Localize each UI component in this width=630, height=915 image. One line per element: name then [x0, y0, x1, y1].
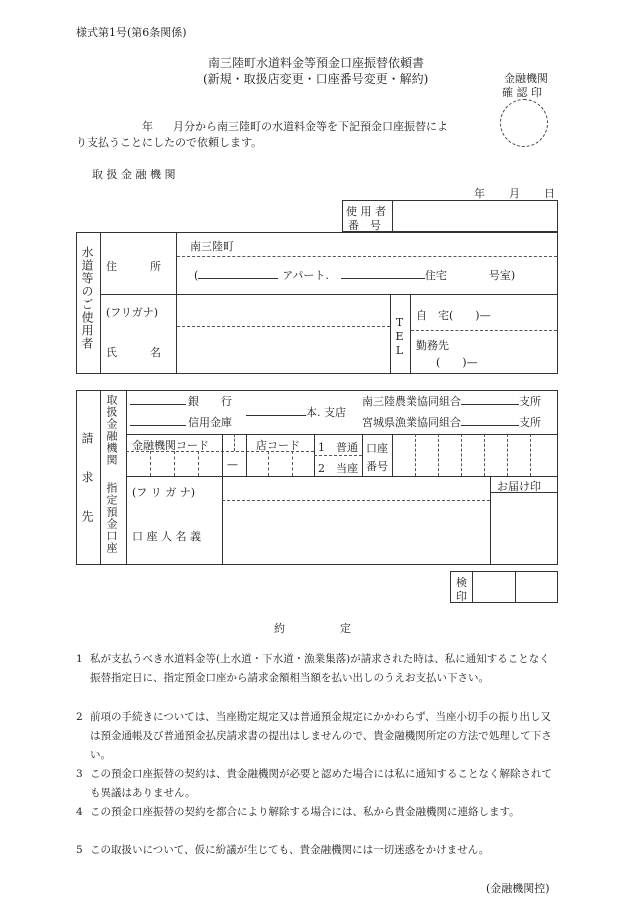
clause-1: [76, 650, 556, 688]
clause-2-number: 2: [76, 711, 83, 723]
noukyou-shiten-label: 支所: [519, 395, 541, 408]
address-detail-row: [194, 267, 515, 283]
form-subtitle: (新規・取扱店変更・口座番号変更・解約): [203, 72, 429, 86]
shinkin-name-field[interactable]: [130, 415, 186, 426]
account-holder-label: 口 座 人 名 義: [132, 530, 201, 543]
account-holder-field[interactable]: [223, 502, 489, 564]
store-code-label: 店コード: [256, 439, 300, 452]
clause-3: [76, 765, 556, 803]
deposit-furigana-label: (フ リ ガ ナ): [132, 486, 196, 499]
intro-text-1: 月分から南三陸町の水道料金等を下記預金口座振替によ: [173, 120, 448, 133]
form-title: 南三陸町水道料金等預金口座振替依頼書: [208, 56, 425, 70]
apartment-name-field[interactable]: [198, 268, 278, 279]
bank-name-field[interactable]: [130, 394, 186, 405]
noukyou-branch-field[interactable]: [461, 394, 519, 405]
name-field[interactable]: [178, 328, 388, 372]
seal-label: お届け印: [497, 480, 541, 493]
bank-confirm-seal-circle: [500, 99, 548, 147]
gyokyou-branch-field[interactable]: [461, 415, 519, 426]
account-number-field[interactable]: [393, 435, 557, 475]
noukyou-row: [362, 393, 541, 409]
clause-2: [76, 708, 556, 765]
address-paren-open: (: [194, 269, 199, 282]
clause-5: [76, 841, 556, 860]
store-code-field[interactable]: [247, 452, 313, 475]
clause-5-text: この取扱いについて、仮に紛議が生じても、貴金融機関には一切迷惑をかけません。: [90, 844, 490, 856]
name-label: 氏 名: [106, 346, 161, 359]
institution-label: 取扱金融機関: [105, 394, 118, 466]
user-number-field[interactable]: [394, 201, 557, 231]
address-value: 南三陸町: [190, 240, 234, 253]
code-dash: —: [227, 458, 238, 471]
agreement-title: 約 定: [274, 622, 351, 635]
work-phone-label: 勤務先: [416, 339, 449, 352]
room-label: 号室): [488, 269, 516, 282]
water-user-side-label: 水道等のご使用者: [80, 246, 94, 350]
clause-4: [76, 803, 556, 822]
date-year: 年: [474, 187, 485, 200]
account-type-touza[interactable]: 2 当座: [318, 462, 358, 475]
shinkin-label: 信用金庫: [188, 416, 232, 429]
section-label: 取 扱 金 融 機 関: [92, 168, 176, 181]
date-day: 日: [544, 187, 555, 200]
bank-label: 銀 行: [188, 395, 232, 408]
noukyou-label: 南三陸農業協同組合: [362, 395, 461, 408]
form-number: 様式第1号(第6条関係): [76, 26, 187, 39]
deposit-account-label: 指定預金口座: [105, 482, 118, 554]
shinkin-row: [130, 414, 232, 430]
work-phone[interactable]: ( )—: [436, 356, 478, 369]
date-month: 月: [509, 187, 520, 200]
gyokyou-label: 宮城県漁業協同組合: [362, 416, 461, 429]
user-number-label-2: 番 号: [348, 219, 381, 232]
clause-4-text: この預金口座振替の契約を都合により解除する場合には、私から貴金融機関に連絡します。: [90, 806, 520, 818]
account-type-futsu[interactable]: 1 普通: [318, 441, 358, 454]
tel-label: TEL: [393, 316, 406, 358]
deposit-furigana-field[interactable]: [223, 477, 489, 499]
user-number-label-1: 使 用 者: [346, 205, 386, 218]
intro-line-2: り支払うことにしたので依頼します。: [76, 136, 263, 149]
gyokyou-shiten-label: 支所: [519, 416, 541, 429]
house-label: 住宅: [424, 269, 447, 282]
bank-confirm-label-1: 金融機関: [504, 72, 548, 85]
seal-field[interactable]: [491, 493, 557, 564]
clause-3-number: 3: [76, 768, 83, 780]
clause-2-text: 前項の手続きについては、当座勘定規定又は普通預金規定にかかわらず、当座小切手の振り出し又は預金通帳及び普通預金払戻請求書の提出はしませんので、貴金融機関所定の方法で処理して下さい。: [90, 711, 552, 761]
clause-1-number: 1: [76, 653, 83, 665]
clause-1-text: 私が支払うべき水道料金等(上水道・下水道・漁業集落)が請求された時は、私に通知することなく振替指定日に、指定預金口座から請求金額相当額を払い出しのうえお支払い下さい。: [90, 653, 550, 684]
home-phone[interactable]: 自 宅( )—: [416, 309, 491, 322]
house-name-field[interactable]: [341, 268, 425, 279]
bank-confirm-label-2: 確 認 印: [502, 86, 542, 99]
account-no-label-1: 口座: [366, 442, 388, 455]
claim-side-label: 請 求 先: [80, 432, 94, 523]
branch-row: [246, 404, 346, 420]
intro-line-1: [90, 118, 448, 134]
clause-3-text: この預金口座振替の契約は、貴金融機関が必要と認めた場合には私に通知することなく解除されても異議はありません。: [90, 768, 552, 799]
address-label: 住 所: [106, 260, 161, 273]
bank-row: [130, 393, 232, 409]
apartment-label: アパート.: [282, 269, 329, 282]
gyokyou-row: [362, 414, 541, 430]
clause-4-number: 4: [76, 806, 83, 818]
branch-label: 本. 支店: [306, 406, 346, 419]
intro-year: 年: [142, 120, 153, 133]
account-no-label-2: 番号: [366, 460, 388, 473]
furigana-label: (フリガナ): [106, 306, 159, 319]
bank-code-field[interactable]: [127, 452, 221, 475]
bank-code-label: 金融機関コード: [132, 439, 209, 452]
clause-5-number: 5: [76, 844, 83, 856]
furigana-field[interactable]: [178, 296, 388, 324]
inspection-label-1: 検: [456, 576, 467, 589]
branch-name-field[interactable]: [246, 405, 306, 416]
footer-note: (金融機関控): [486, 882, 550, 895]
inspection-label-2: 印: [456, 590, 467, 603]
